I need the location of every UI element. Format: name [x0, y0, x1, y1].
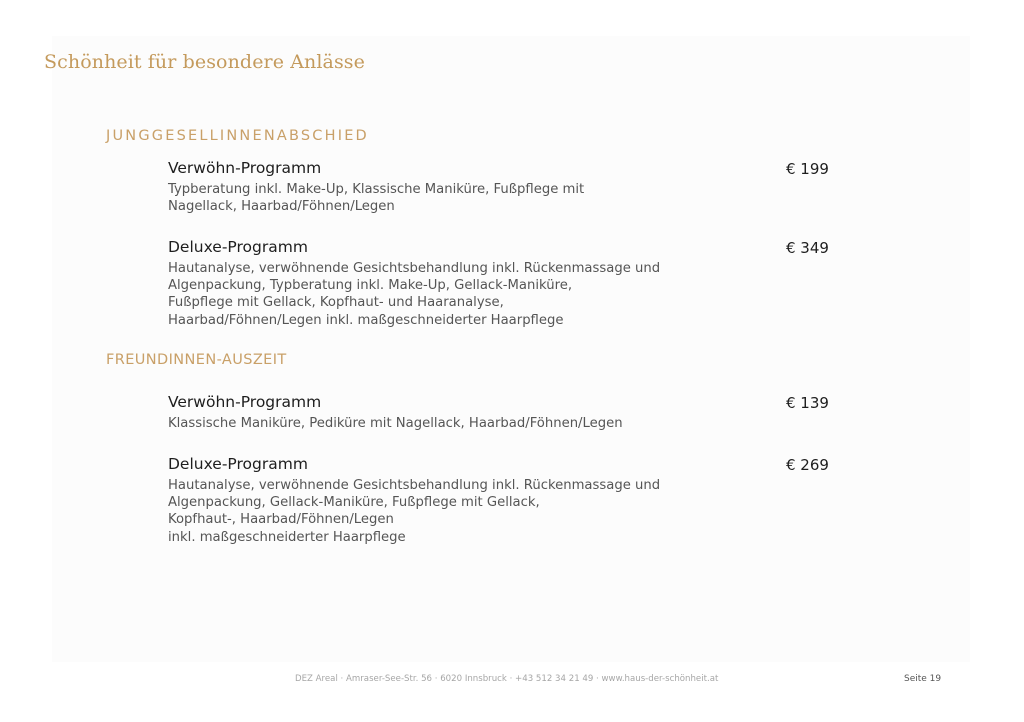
description-line: inkl. maßgeschneiderter Haarpflege [168, 529, 406, 545]
item-description [168, 415, 708, 432]
item-description [168, 477, 708, 546]
section-heading-junggesellinnenabschied: JUNGGESELLINNENABSCHIED [106, 128, 369, 144]
description-line: Algenpackung, Typberatung inkl. Make-Up, Gellack-Maniküre, [168, 278, 573, 294]
footer-address: DEZ Areal · Amraser-See-Str. 56 · 6020 Innsbruck · +43 512 34 21 49 · www.haus-der-schönheit.at [295, 674, 719, 684]
item-name-verwoehn-programm: Verwöhn-Programm [168, 159, 322, 177]
item-name-verwoehn-programm: Verwöhn-Programm [168, 393, 322, 411]
item-price: € 199 [786, 160, 829, 178]
description-line: Fußpflege mit Gellack, Kopfhaut- und Haaranalyse, [168, 295, 504, 311]
section-heading-freundinnen-auszeit: FREUNDINNEN-AUSZEIT [106, 352, 287, 368]
item-price: € 349 [786, 239, 829, 257]
item-price: € 269 [786, 456, 829, 474]
description-line: Typberatung inkl. Make-Up, Klassische Maniküre, Fußpflege mit [168, 182, 585, 197]
item-description [168, 260, 708, 329]
page-title: Schönheit für besondere Anlässe [44, 51, 366, 73]
description-line: Hautanalyse, verwöhnende Gesichtsbehandlung inkl. Rückenmassage und [168, 478, 661, 493]
description-line: Kopfhaut-, Haarbad/Föhnen/Legen [168, 512, 394, 528]
item-name-deluxe-programm: Deluxe-Programm [168, 455, 308, 473]
description-line: Haarbad/Föhnen/Legen inkl. maßgeschneiderter Haarpflege [168, 312, 564, 328]
item-price: € 139 [786, 394, 829, 412]
page-number: Seite 19 [904, 674, 942, 684]
description-line: Algenpackung, Gellack-Maniküre, Fußpflege mit Gellack, [168, 495, 540, 511]
item-name-deluxe-programm: Deluxe-Programm [168, 238, 308, 256]
item-description [168, 181, 708, 215]
description-line: Klassische Maniküre, Pediküre mit Nagellack, Haarbad/Föhnen/Legen [168, 416, 623, 431]
description-line: Nagellack, Haarbad/Föhnen/Legen [168, 199, 395, 215]
description-line: Hautanalyse, verwöhnende Gesichtsbehandlung inkl. Rückenmassage und [168, 261, 661, 276]
